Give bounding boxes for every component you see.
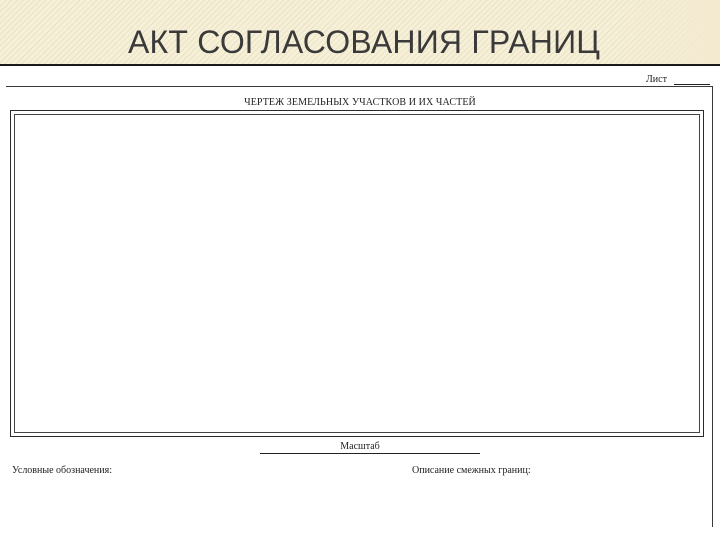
drawing-title: ЧЕРТЕЖ ЗЕМЕЛЬНЫХ УЧАСТКОВ И ИХ ЧАСТЕЙ	[244, 97, 476, 108]
scale-label: Масштаб	[340, 441, 380, 452]
adjacent-borders-label: Описание смежных границ:	[412, 465, 531, 476]
slide-title: АКТ СОГЛАСОВАНИЯ ГРАНИЦ	[128, 24, 601, 60]
drawing-area	[14, 114, 700, 433]
sheet-number-field	[674, 84, 710, 85]
scale-field	[260, 453, 480, 454]
title-band-fade	[610, 0, 720, 64]
title-band	[0, 0, 720, 64]
sheet-number-label: Лист	[646, 74, 667, 85]
title-divider	[0, 64, 720, 66]
legend-label: Условные обозначения:	[12, 465, 113, 476]
